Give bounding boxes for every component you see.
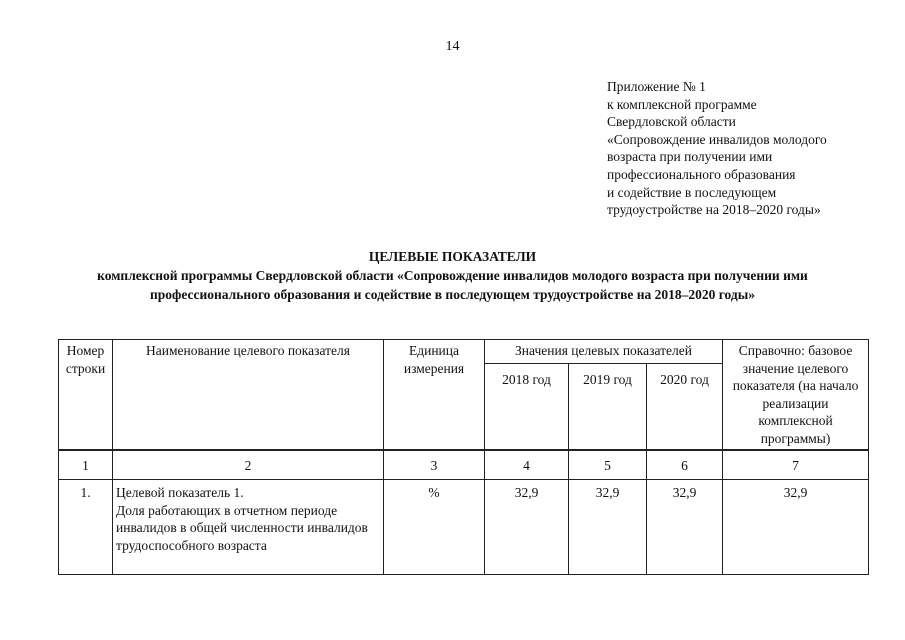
indicator-title: Целевой показатель 1. bbox=[116, 485, 244, 500]
value-2018-cell: 32,9 bbox=[485, 480, 569, 575]
header-year-2019: 2019 год bbox=[569, 364, 647, 450]
reference-value-cell: 32,9 bbox=[723, 480, 869, 575]
appendix-line: профессионального образования bbox=[607, 166, 796, 182]
column-number: 6 bbox=[647, 450, 723, 480]
appendix-line: Приложение № 1 bbox=[607, 79, 706, 94]
value-2019-cell: 32,9 bbox=[569, 480, 647, 575]
column-number: 3 bbox=[384, 450, 485, 480]
header-row-number: Номер строки bbox=[59, 340, 113, 451]
column-number: 5 bbox=[569, 450, 647, 480]
column-number: 1 bbox=[59, 450, 113, 480]
header-reference: Справочно: базовое значение целевого показателя (на начало реализации комплексной программы) bbox=[723, 340, 869, 451]
table-row bbox=[59, 480, 869, 575]
header-year-2020: 2020 год bbox=[647, 364, 723, 450]
appendix-line: возраста при получении ими bbox=[607, 149, 773, 165]
header-unit: Единица измерения bbox=[384, 340, 485, 451]
document-title bbox=[40, 247, 865, 304]
appendix-line: к комплексной программе bbox=[607, 96, 757, 112]
row-number-cell: 1. bbox=[59, 480, 113, 575]
header-target-values: Значения целевых показателей bbox=[485, 340, 723, 364]
value-2020-cell: 32,9 bbox=[647, 480, 723, 575]
title-subtitle-line: комплексной программы Свердловской области «Сопровождение инвалидов молодого возраста при получении ими bbox=[97, 268, 808, 283]
header-year-2018: 2018 год bbox=[485, 364, 569, 450]
appendix-line: и содействие в последующем bbox=[607, 184, 777, 200]
appendix-line: Свердловской области bbox=[607, 114, 736, 130]
column-number: 7 bbox=[723, 450, 869, 480]
title-subtitle-line: профессионального образования и содействие в последующем трудоустройстве на 2018–2020 годы» bbox=[149, 287, 756, 302]
appendix-line: «Сопровождение инвалидов молодого bbox=[607, 131, 827, 147]
target-indicators-table bbox=[58, 339, 869, 575]
appendix-line: трудоустройстве на 2018–2020 годы» bbox=[607, 202, 821, 218]
column-number: 4 bbox=[485, 450, 569, 480]
indicator-description: Доля работающих в отчетном периоде инвалидов в общей численности инвалидов трудоспособного возраста bbox=[116, 502, 368, 553]
title-main: ЦЕЛЕВЫЕ ПОКАЗАТЕЛИ bbox=[368, 249, 537, 264]
appendix-heading bbox=[607, 78, 897, 219]
header-indicator-name: Наименование целевого показателя bbox=[113, 340, 384, 451]
column-number: 2 bbox=[113, 450, 384, 480]
indicator-name-cell bbox=[113, 480, 384, 575]
page-number: 14 bbox=[445, 39, 460, 54]
unit-cell: % bbox=[384, 480, 485, 575]
